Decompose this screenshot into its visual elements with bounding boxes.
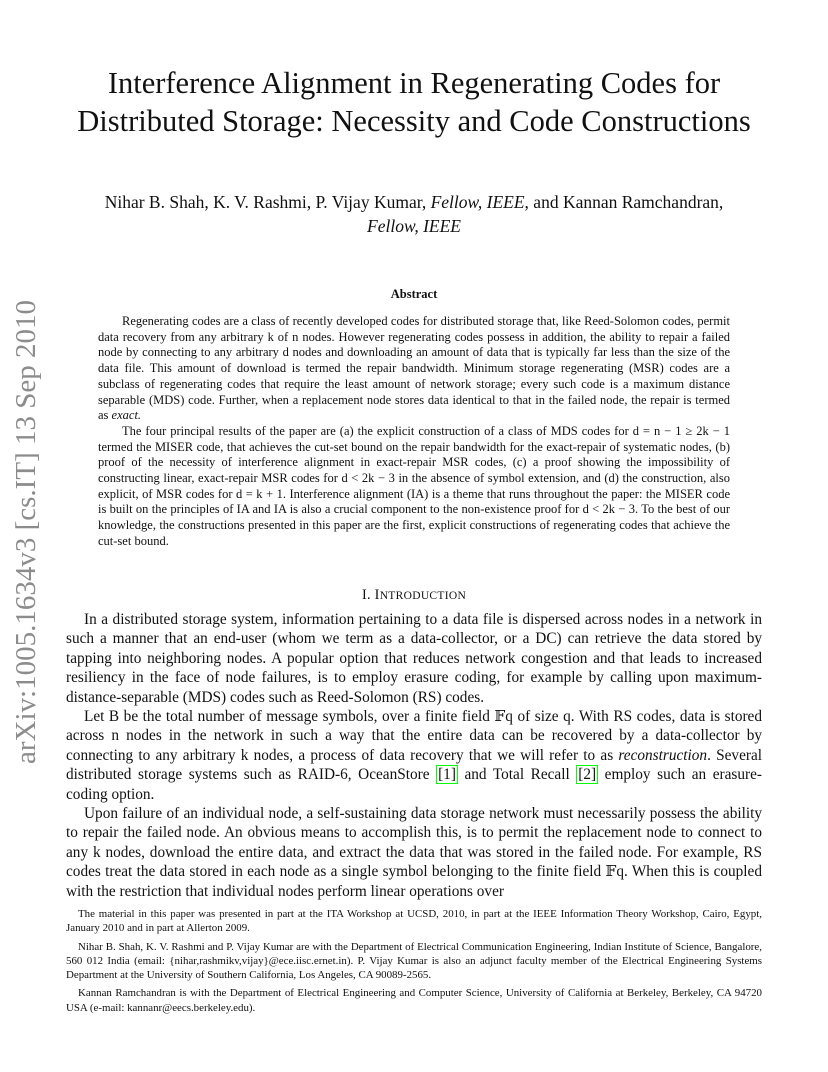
abstract-paragraph: [98, 314, 730, 424]
footnote: The material in this paper was presented in part at the ITA Workshop at UCSD, 2010, in part at the IEEE Information Theory Workshop, Cairo, Egypt, January 2010 and in part at Allerton 2009.: [66, 908, 762, 935]
abstract-paragraph-text: Regenerating codes are a class of recently developed codes for distributed storage that, like Reed-Solomon codes, permit data recovery from any arbitrary k of n nodes. However regenerating codes possess in addition, the ability to repair a failed node by connecting to any arbitrary d nodes and downloading an amount of data that is typically far less than the size of the data file. This amount of download is termed the repair bandwidth. Minimum storage regenerating (MSR) codes are a subclass of regenerating codes that require the least amount of network storage; every such code is a maximum distance separable (MDS) code. Further, when a replacement node stores data identical to that in the failed node, the repair is termed as: [98, 314, 730, 423]
author-fellow-label: Fellow, IEEE: [367, 216, 461, 236]
arxiv-side-stamp: [2, 298, 46, 766]
section-name-rest: NTRODUCTION: [379, 590, 467, 602]
section-name-initial: I: [374, 587, 380, 603]
section-number: I.: [361, 587, 371, 603]
citation-link[interactable]: [2]: [578, 766, 597, 784]
body-italic-term: reconstruction: [618, 746, 708, 764]
citation-link[interactable]: [1]: [438, 766, 456, 784]
author-list: [50, 190, 778, 238]
body-text-run: . Several distributed storage systems such as RAID-6, OceanStore: [66, 746, 763, 784]
body-text-run: and Total Recall: [464, 766, 570, 784]
body-text-run: Let B be the total number of message symbols, over a finite field 𝔽q of size q. With RS codes, data is stored across n nodes in the network in such a way that the entire data can be recovered by a data-collector by connecting to any arbitrary k nodes, a process of data recovery that we will refer to as: [66, 708, 762, 764]
author-names: Nihar B. Shah, K. V. Rashmi, P. Vijay Kumar,: [104, 192, 427, 212]
abstract-body: [98, 314, 730, 550]
author-fellow-label: Fellow, IEEE: [430, 192, 525, 212]
section-heading: [0, 587, 828, 604]
paper-title: Interference Alignment in Regenerating Codes for Distributed Storage: Necessity and Code Constructions: [77, 66, 751, 138]
author-names-last: , and Kannan Ramchandran,: [524, 192, 724, 212]
body-paragraph: [66, 707, 762, 804]
abstract-heading: Abstract: [390, 287, 438, 301]
arxiv-identifier: arXiv:1005.1634v3 [cs.IT] 13 Sep 2010: [10, 300, 42, 764]
body-text: [66, 610, 762, 901]
footnote: Nihar B. Shah, K. V. Rashmi and P. Vijay Kumar are with the Department of Electrical Communication Engineering, Indian Institute of Science, Bangalore, 560 012 India (email: {nihar,rashmikv,vijay}@ece.iisc.ernet.in). P. Vijay Kumar is also an adjunct faculty member of the Electrical Engineering Systems Department at the University of Southern California, Los Angeles, CA 90089-2565.: [66, 940, 762, 982]
body-paragraph: Upon failure of an individual node, a self-sustaining data storage network must necessarily possess the ability to repair the failed node. An obvious means to accomplish this, is to permit the replacement node to connect to any k nodes, download the entire data, and extract the data that was stored in the failed node. For example, RS codes treat the data stored in each node as a single symbol belonging to the finite field 𝔽q. When this is coupled with the restriction that individual nodes perform linear operations over: [66, 805, 762, 900]
footnotes: [66, 907, 762, 1019]
abstract-italic-term: exact.: [111, 408, 142, 423]
footnote: Kannan Ramchandran is with the Department of Electrical Engineering and Computer Science, University of California at Berkeley, Berkeley, CA 94720 USA (e-mail: kannanr@eecs.berkeley.edu).: [66, 987, 762, 1014]
body-text-run: employ such an erasure-coding option.: [66, 766, 762, 803]
abstract-paragraph: The four principal results of the paper are (a) the explicit construction of a class of MDS codes for d = n − 1 ≥ 2k − 1 termed the MISER code, that achieves the cut-set bound on the repair bandwidth for the exact-repair of systematic nodes, (b) proof of the necessity of interference alignment in exact-repair MSR codes, (c) a proof showing the impossibility of constructing linear, exact-repair MSR codes for d < 2k − 3 in the absence of symbol extension, and (d) the construction, also explicit, of MSR codes for d = k + 1. Interference alignment (IA) is a theme that runs throughout the paper: the MISER code is built on the principles of IA and IA is also a crucial component to the non-existence proof for d < 2k − 3. To the best of our knowledge, the constructions presented in this paper are the first, explicit constructions of regenerating codes that achieve the cut-set bound.: [98, 423, 730, 548]
body-paragraph: In a distributed storage system, information pertaining to a data file is dispersed across nodes in a network in such a manner that an end-user (whom we term as a data-collector, or a DC) can retrieve the data stored by tapping into neighboring nodes. A popular option that reduces network congestion and that leads to increased resiliency in the face of node failures, is to employ erasure coding, for example by calling upon maximum-distance-separable (MDS) codes such as Reed-Solomon (RS) codes.: [66, 611, 762, 706]
